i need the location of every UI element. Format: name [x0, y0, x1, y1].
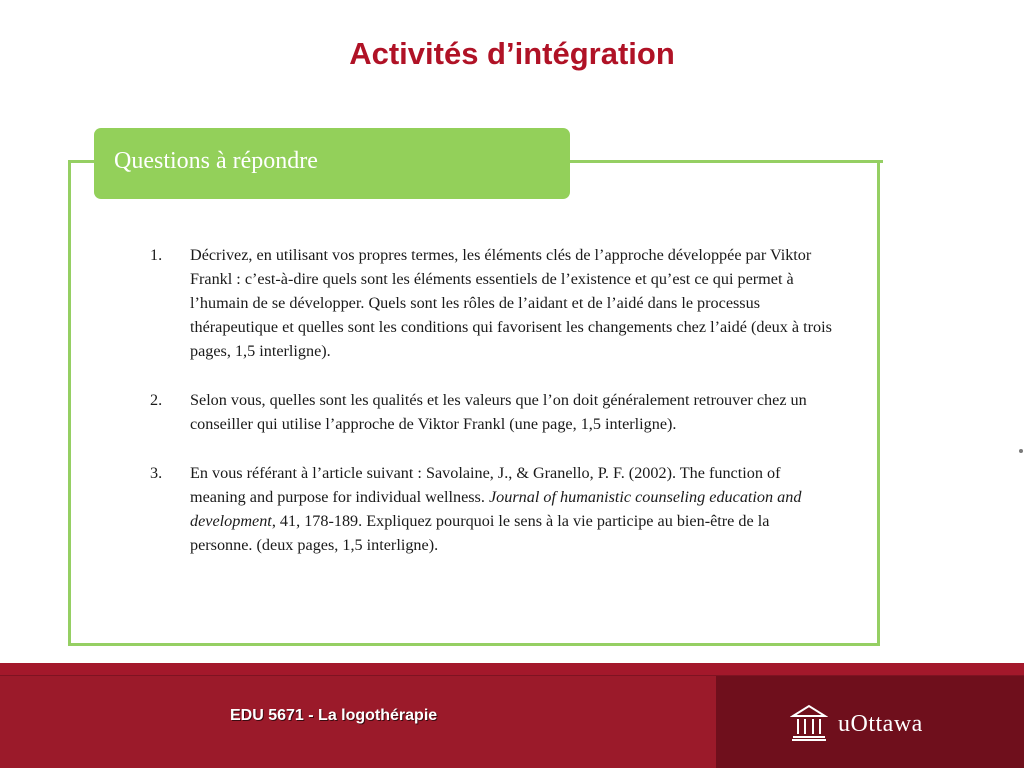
- journal-title: Journal of humanistic counseling education and development: [190, 488, 802, 530]
- questions-tab-label: Questions à répondre: [114, 148, 318, 174]
- question-item: [150, 243, 832, 363]
- footer-top-band: [0, 663, 1024, 676]
- questions-list: [150, 243, 832, 582]
- question-text: Décrivez, en utilisant vos propres termes, les éléments clés de l’approche développée par Viktor Frankl : c’est-à-dire quels sont les éléments essentiels de l’existence et qu’est ce qui permet à l’humain de se développer. Quels sont les rôles de l’aidant et de l’aidé dans le processus thérapeutique et quelles sont les conditions qui favorisent les changements chez l’aidé (deux à trois pages, 1,5 interligne).: [190, 246, 832, 360]
- question-item: [150, 388, 832, 436]
- question-number: 3.: [150, 464, 163, 482]
- course-title: EDU 5671 - La logothérapie: [230, 707, 438, 724]
- uottawa-logo: [790, 702, 923, 747]
- logo-text: uOttawa: [838, 711, 923, 737]
- question-number: 2.: [150, 391, 163, 409]
- question-text-before: En vous référant à l’article suivant : Savolaine, J., & Granello, P. F. (2002). The function of meaning and purpose for individual wellness.: [190, 464, 781, 506]
- question-text: Selon vous, quelles sont les qualités et les valeurs que l’on doit généralement retrouver chez un conseiller qui utilise l’approche de Viktor Frankl (une page, 1,5 interligne).: [190, 391, 807, 433]
- question-item: [150, 461, 832, 557]
- question-number: 1.: [150, 246, 163, 264]
- university-building-icon: [790, 702, 828, 747]
- edge-dot: [1019, 449, 1023, 453]
- questions-tab-header: [94, 128, 570, 199]
- question-text-after: , 41, 178-189. Expliquez pourquoi le sens à la vie participe au bien-être de la personne. (deux pages, 1,5 interligne).: [190, 512, 770, 554]
- slide-title: Activités d’intégration: [349, 36, 675, 71]
